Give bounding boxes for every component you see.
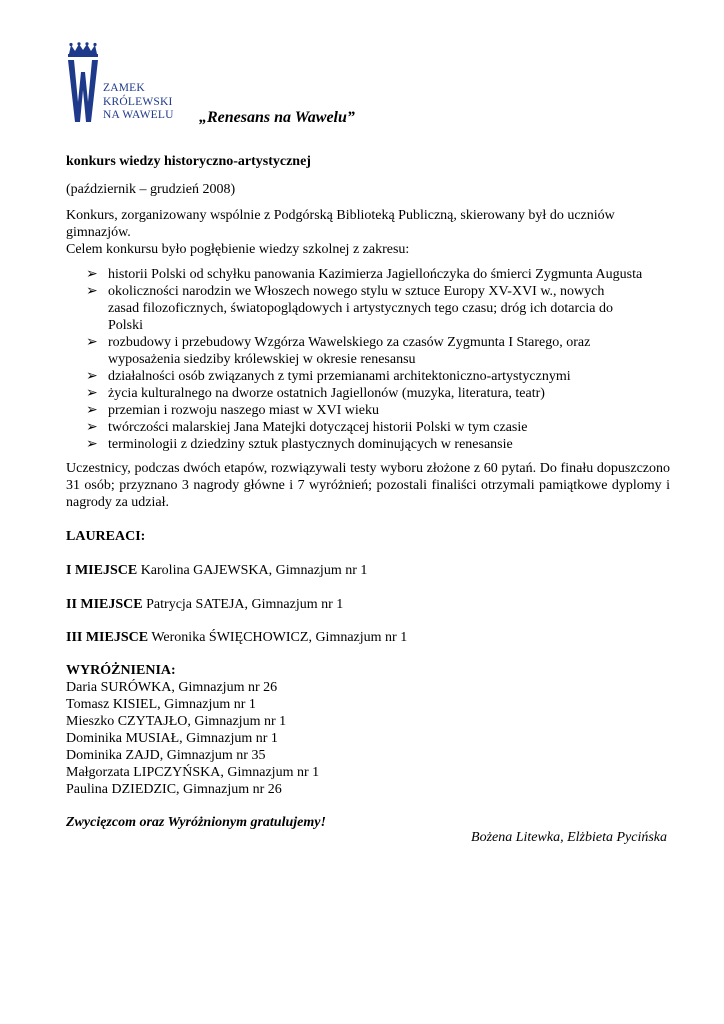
place-winner: Karolina GAJEWSKA, Gimnazjum nr 1 [137,563,368,578]
list-item: Dominika ZAJD, Gimnazjum nr 35 [66,748,266,763]
logo-line: KRÓLEWSKI [103,95,173,108]
logo-wordmark [103,82,174,123]
place-winner: Weronika ŚWIĘCHOWICZ, Gimnazjum nr 1 [148,630,408,645]
place-second [66,596,670,613]
distinctions-list [66,679,670,798]
list-item: ➢ działalności osób związanych z tymi przemianami architektoniczno-artystycznymi [86,369,571,384]
place-third [66,629,670,646]
summary-paragraph: Uczestnicy, podczas dwóch etapów, rozwiązywali testy wyboru złożone z 60 pytań. Do finału dopuszczono 31 osób; przyznano 3 nagrody główne i 7 wyróżnień; pozostali finaliści otrzymali pamiątkowe dyplomy i nagrody za udział. [66,461,670,510]
list-item: ➢ terminologii z dziedziny sztuk plastycznych dominujących w renesansie [86,437,513,452]
list-item: Dominika MUSIAŁ, Gimnazjum nr 1 [66,731,278,746]
list-item: ➢ przemian i rozwoju naszego miast w XVI wieku [86,403,379,418]
list-item: ➢ historii Polski od schyłku panowania Kazimierza Jagiellończyka do śmierci Zygmunta Augusta [86,267,643,282]
congratulations-line: Zwycięzcom oraz Wyróżnionym gratulujemy! [66,815,326,830]
arrow-bullet-icon: ➢ [86,386,98,401]
intro-line: Celem konkursu było pogłębienie wiedzy szkolnej z zakresu: [66,242,410,257]
place-label: III MIEJSCE [66,630,149,645]
contest-heading: konkurs wiedzy historyczno-artystycznej [66,154,311,169]
place-winner: Patrycja SATEJA, Gimnazjum nr 1 [142,597,344,612]
arrow-bullet-icon: ➢ [86,420,98,435]
crown-w-emblem-icon [66,42,100,124]
list-item: Mieszko CZYTAJŁO, Gimnazjum nr 1 [66,714,287,729]
list-item: Daria SURÓWKA, Gimnazjum nr 26 [66,680,278,695]
list-item: ➢ życia kulturalnego na dworze ostatnich Jagiellonów (muzyka, literatura, teatr) [86,386,545,401]
intro-paragraph [66,207,670,258]
arrow-bullet-icon: ➢ [86,284,98,299]
list-item: Małgorzata LIPCZYŃSKA, Gimnazjum nr 1 [66,765,320,780]
distinctions-heading: WYRÓŻNIENIA: [66,663,176,678]
arrow-bullet-icon: ➢ [86,267,98,282]
list-item: ➢ rozbudowy i przebudowy Wzgórza Wawelskiego za czasów Zygmunta I Starego, oraz wyposażenia siedziby królewskiej w okresie renesansu [86,335,591,367]
arrow-bullet-icon: ➢ [86,403,98,418]
arrow-bullet-icon: ➢ [86,369,98,384]
intro-line: Konkurs, zorganizowany wspólnie z Podgórską Biblioteką Publiczną, skierowany był do uczniów [66,208,615,223]
list-item: Paulina DZIEDZIC, Gimnazjum nr 26 [66,782,282,797]
logo-line: ZAMEK [103,82,145,94]
laureates-heading: LAUREACI: [66,529,146,544]
list-item: ➢ twórczości malarskiej Jana Matejki dotyczącej historii Polski w tym czasie [86,420,528,435]
place-first [66,562,670,579]
zamek-krolewski-logo [66,42,178,126]
list-item: Tomasz KISIEL, Gimnazjum nr 1 [66,697,256,712]
topics-list [86,266,670,453]
intro-line: gimnazjów. [66,225,131,240]
contest-dates: (październik – grudzień 2008) [66,182,236,197]
document-title: „Renesans na Wawelu” [199,109,355,126]
signature: Bożena Litewka, Elżbieta Pycińska [471,830,667,845]
arrow-bullet-icon: ➢ [86,335,98,350]
place-label: I MIEJSCE [66,563,138,578]
list-item: ➢ okoliczności narodzin we Włoszech nowego stylu w sztuce Europy XV-XVI w., nowych zasad filozoficznych, światopoglądowych i artystycznych tego czasu; dróg ich dotarcia do Polski [86,284,613,333]
place-label: II MIEJSCE [66,597,143,612]
logo-line: NA WAWELU [103,109,174,121]
arrow-bullet-icon: ➢ [86,437,98,452]
